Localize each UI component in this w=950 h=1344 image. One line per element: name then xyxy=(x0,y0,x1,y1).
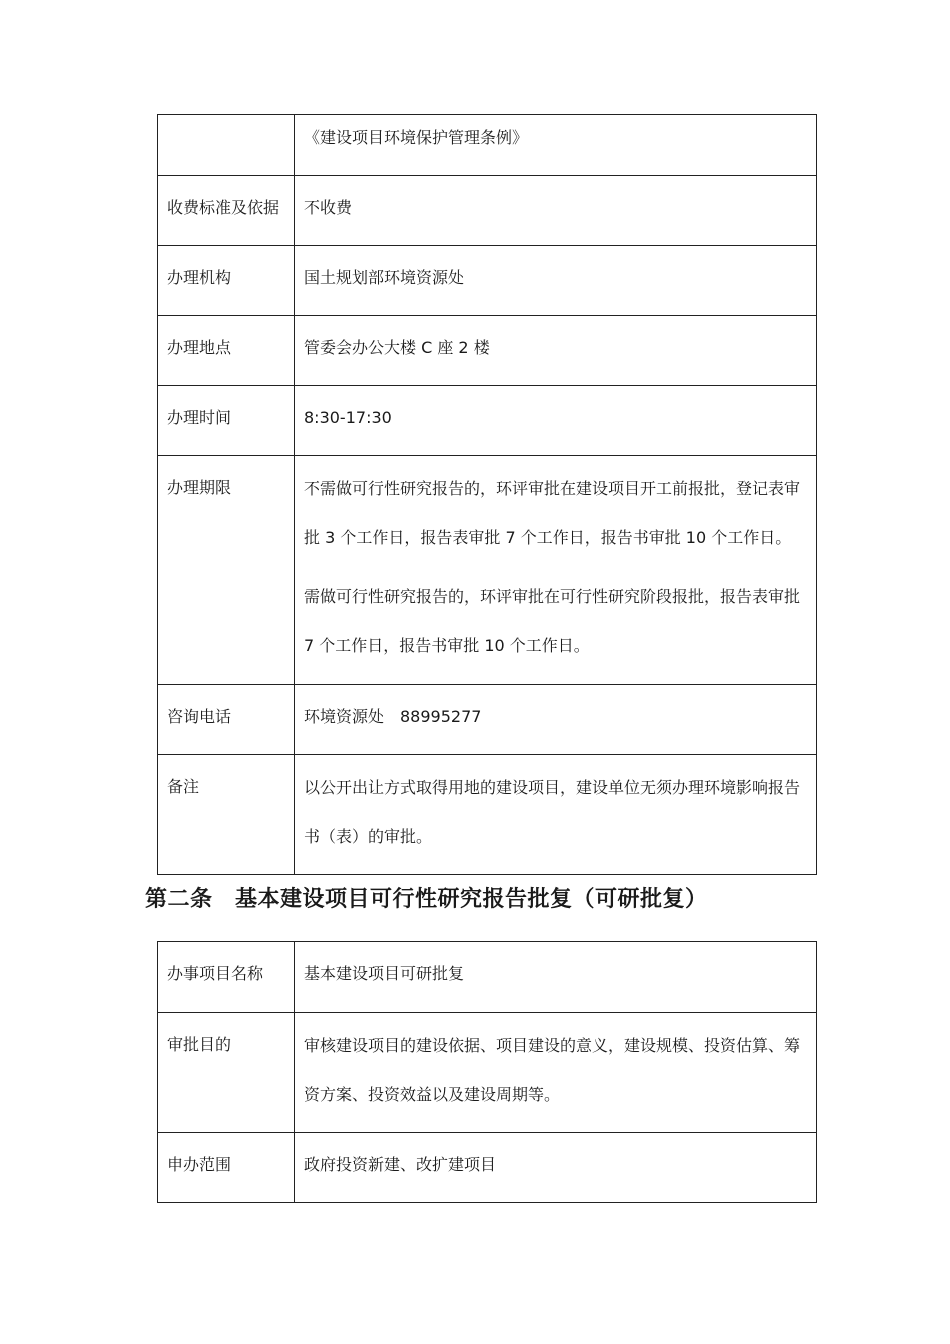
row-label: 申办范围 xyxy=(167,1155,232,1174)
section-heading: 第二条 基本建设项目可行性研究报告批复（可研批复） xyxy=(145,887,708,912)
row-label xyxy=(158,115,294,137)
table-row xyxy=(158,176,817,246)
row-value-cell xyxy=(295,246,817,316)
scope-text: 政府投资新建、改扩建项目 xyxy=(304,1155,497,1174)
row-value-cell xyxy=(295,942,817,1013)
fee-text: 不收费 xyxy=(304,198,353,217)
service-info-table xyxy=(157,114,817,875)
remarks-text: 以公开出让方式取得用地的建设项目，建设单位无须办理环境影响报告书（表）的审批。 xyxy=(304,778,801,846)
row-label-cell xyxy=(158,386,295,456)
row-label-cell xyxy=(158,176,295,246)
row-label-cell xyxy=(158,755,295,875)
row-label: 办理时间 xyxy=(167,408,232,427)
row-value-cell xyxy=(295,1133,817,1203)
row-label: 收费标准及依据 xyxy=(167,198,280,217)
phone-text: 环境资源处 88995277 xyxy=(304,707,482,726)
feasibility-approval-table xyxy=(157,941,817,1203)
purpose-text: 审核建设项目的建设依据、项目建设的意义，建设规模、投资估算、筹资方案、投资效益以及建设周期等。 xyxy=(304,1036,801,1104)
legal-basis-text: 《建设项目环境保护管理条例》 xyxy=(304,128,529,147)
agency-text: 国土规划部环境资源处 xyxy=(304,268,465,287)
item-name-text: 基本建设项目可研批复 xyxy=(304,964,465,983)
row-label-cell xyxy=(158,456,295,685)
row-value-cell xyxy=(295,685,817,755)
row-value-cell xyxy=(295,316,817,386)
row-label: 备注 xyxy=(167,777,200,796)
row-value-cell xyxy=(295,115,817,176)
row-label-cell xyxy=(158,246,295,316)
row-label-cell xyxy=(158,942,295,1013)
row-value-cell xyxy=(295,755,817,875)
deadline-paragraph-2: 需做可行性研究报告的，环评审批在可行性研究阶段报批，报告表审批 7 个工作日，报告书审批 10 个工作日。 xyxy=(304,587,801,655)
row-value-cell xyxy=(295,176,817,246)
row-label-cell xyxy=(158,1133,295,1203)
table-row xyxy=(158,386,817,456)
table-row xyxy=(158,316,817,386)
table-row xyxy=(158,246,817,316)
row-label-cell xyxy=(158,316,295,386)
table-row xyxy=(158,456,817,685)
row-value-cell xyxy=(295,1013,817,1133)
row-label-cell xyxy=(158,685,295,755)
deadline-content xyxy=(295,456,816,670)
deadline-paragraph-1: 不需做可行性研究报告的，环评审批在建设项目开工前报批，登记表审批 3 个工作日，报告表审批 7 个工作日，报告书审批 10 个工作日。 xyxy=(304,479,801,547)
row-label: 审批目的 xyxy=(167,1035,232,1054)
table-row xyxy=(158,115,817,176)
row-value-cell xyxy=(295,456,817,685)
table-row xyxy=(158,1013,817,1133)
row-label: 办理地点 xyxy=(167,338,232,357)
table-row xyxy=(158,942,817,1013)
table-row xyxy=(158,755,817,875)
row-label-cell xyxy=(158,1013,295,1133)
row-label-cell xyxy=(158,115,295,176)
location-text: 管委会办公大楼 C 座 2 楼 xyxy=(304,338,490,357)
row-label: 咨询电话 xyxy=(167,707,232,726)
row-label: 办理期限 xyxy=(167,478,232,497)
table-row xyxy=(158,685,817,755)
row-value-cell xyxy=(295,386,817,456)
hours-text: 8:30-17:30 xyxy=(304,408,392,427)
table-row xyxy=(158,1133,817,1203)
row-label: 办理机构 xyxy=(167,268,232,287)
row-label: 办事项目名称 xyxy=(167,964,264,983)
